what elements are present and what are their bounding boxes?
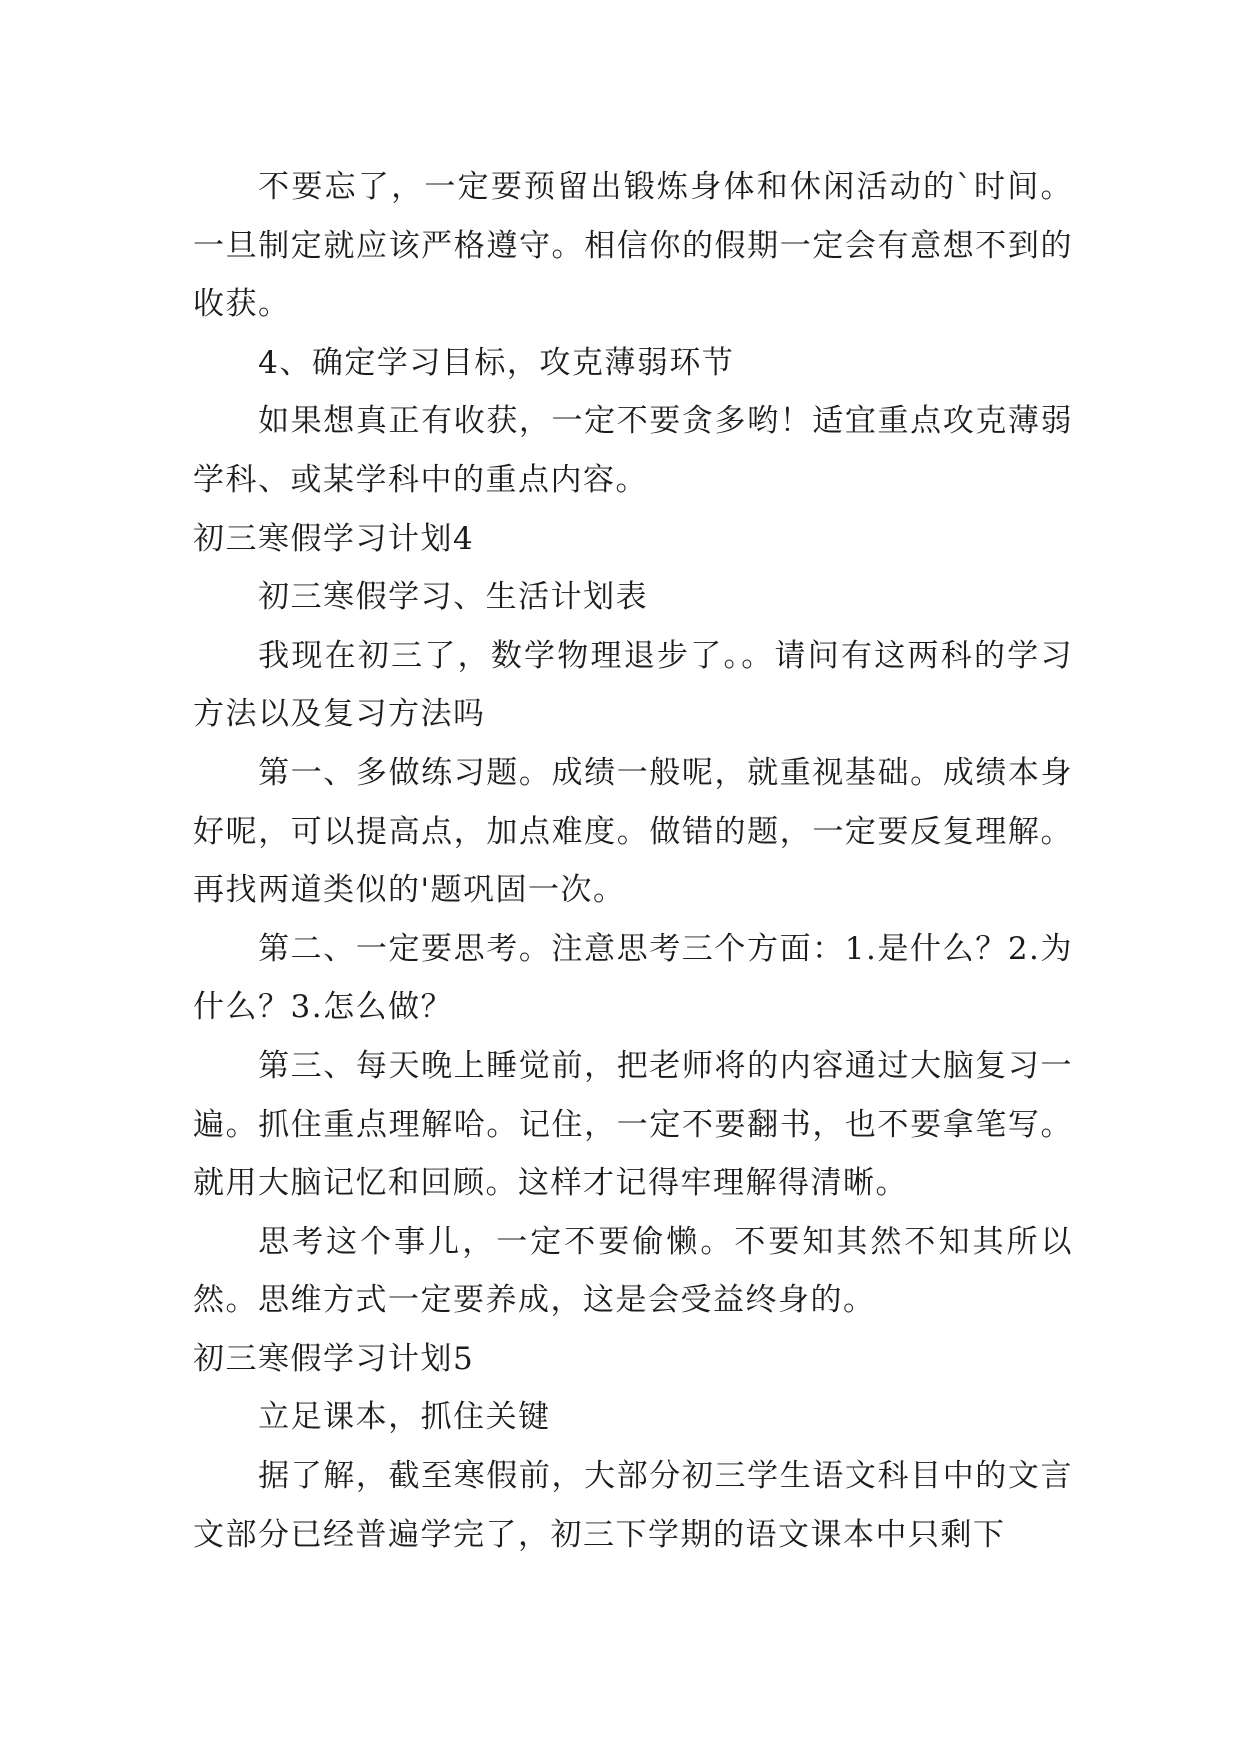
section-heading: 初三寒假学习计划4 (193, 520, 475, 557)
subtitle: 立足课本，抓住关键 (258, 1399, 551, 1436)
paragraph: 不要忘了，一定要预留出锻炼身体和休闲活动的`时间。一旦制定就应该严格遵守。相信你的假期一定会有意想不到的收获。 (193, 169, 1073, 323)
paragraph: 第三、每天晚上睡觉前，把老师将的内容通过大脑复习一遍。抓住重点理解哈。记住，一定不要翻书，也不要拿笔写。就用大脑记忆和回顾。这样才记得牢理解得清晰。 (193, 1047, 1073, 1202)
section-heading: 初三寒假学习计划5 (193, 1340, 475, 1377)
paragraph: 第一、多做练习题。成绩一般呢，就重视基础。成绩本身好呢，可以提高点，加点难度。做错的题，一定要反复理解。再找两道类似的'题巩固一次。 (193, 754, 1073, 909)
paragraph: 我现在初三了，数学物理退步了。。请问有这两科的学习方法以及复习方法吗 (193, 637, 1073, 733)
paragraph: 第二、一定要思考。注意思考三个方面：1.是什么？2.为什么？3.怎么做？ (193, 930, 1073, 1026)
list-heading: 4、确定学习目标，攻克薄弱环节 (258, 344, 735, 381)
paragraph: 据了解，截至寒假前，大部分初三学生语文科目中的文言文部分已经普遍学完了，初三下学期的语文课本中只剩下 (193, 1458, 1073, 1553)
paragraph: 思考这个事儿，一定不要偷懒。不要知其然不知其所以然。思维方式一定要养成，这是会受益终身的。 (193, 1223, 1073, 1319)
document-body (193, 158, 1073, 1564)
subtitle: 初三寒假学习、生活计划表 (258, 579, 649, 616)
paragraph: 如果想真正有收获，一定不要贪多哟！适宜重点攻克薄弱学科、或某学科中的重点内容。 (193, 403, 1073, 498)
